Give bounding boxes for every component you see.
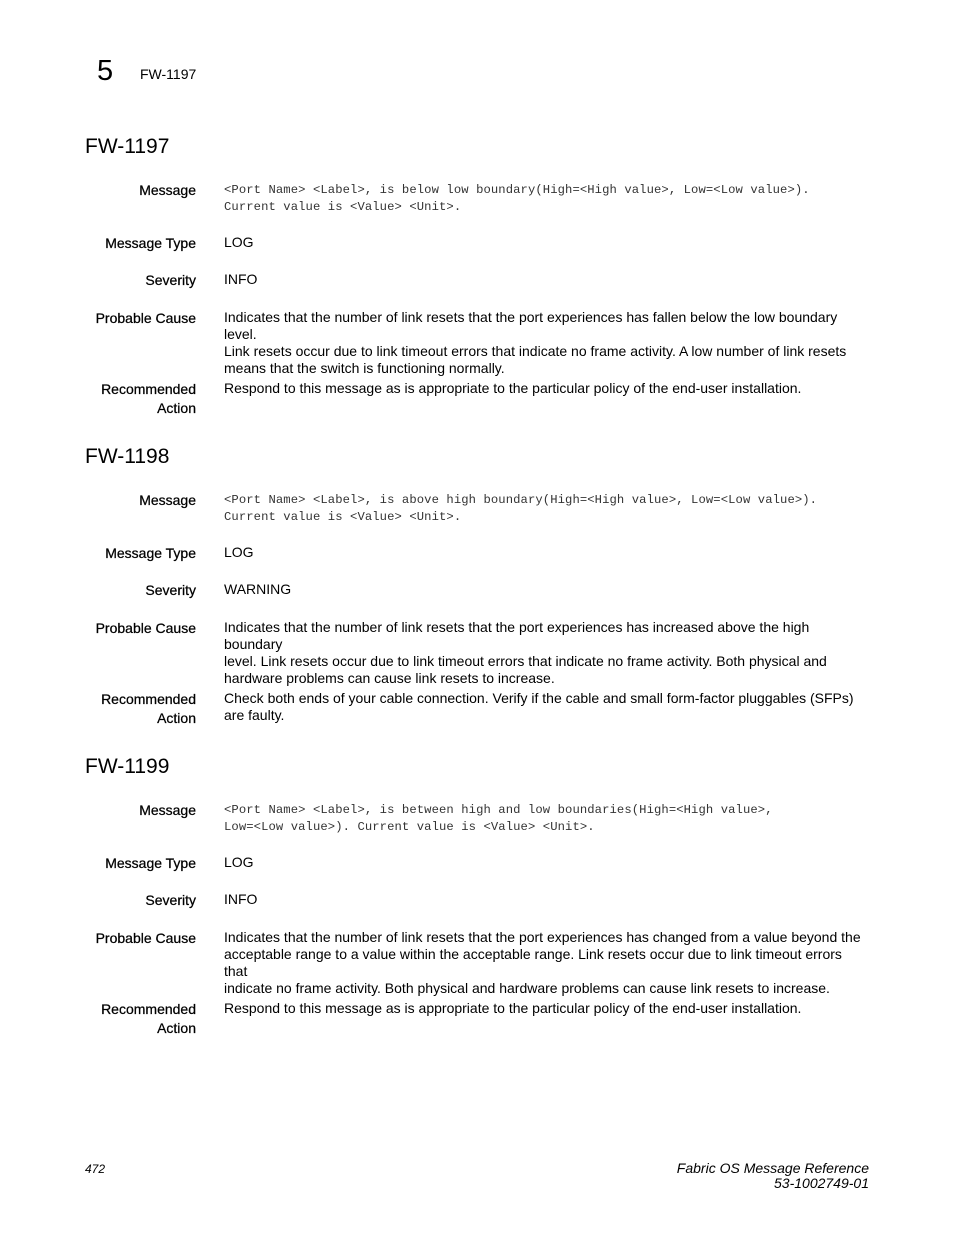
- probable-cause-value: Indicates that the number of link resets that the port experiences has changed from a value beyond the acceptable range to a value within the acceptable range. Link resets occur due to link timeout errors that indicate no frame activity. Both physical and hardware problems can cause link resets to increase.: [224, 929, 861, 996]
- severity-value: WARNING: [224, 581, 292, 597]
- severity-value: INFO: [224, 891, 258, 907]
- probable-cause-value: Indicates that the number of link resets that the port experiences has fallen below the low boundary level. Link resets occur due to link timeout errors that indicate no frame activity. A low number of link resets means that the switch is functioning normally.: [224, 309, 847, 376]
- probable-cause-label: Probable Cause: [95, 930, 196, 946]
- recommended-action-label: Recommended Action: [101, 691, 196, 726]
- footer-doc-title: Fabric OS Message Reference: [676, 1160, 869, 1176]
- message-label: Message: [139, 802, 196, 818]
- message-type-label: Message Type: [105, 235, 196, 251]
- probable-cause-value: Indicates that the number of link resets that the port experiences has increased above the high boundary level. Link resets occur due to link timeout errors that indicate no frame activity. Both physical and hardware problems can cause link resets to increase.: [224, 619, 827, 686]
- message-type-value: LOG: [224, 544, 254, 560]
- recommended-action-value: Check both ends of your cable connection. Verify if the cable and small form-factor pluggables (SFPs) are faulty.: [224, 690, 854, 723]
- footer-document-info: [677, 1161, 869, 1191]
- entry-title: FW-1198: [85, 445, 170, 468]
- recommended-action-label: Recommended Action: [101, 381, 196, 416]
- message-label: Message: [139, 182, 196, 198]
- probable-cause-label: Probable Cause: [95, 620, 196, 636]
- recommended-action-label: Recommended Action: [101, 1001, 196, 1036]
- message-type-value: LOG: [224, 854, 254, 870]
- footer-page-number: 472: [85, 1162, 106, 1176]
- severity-value: INFO: [224, 271, 258, 287]
- severity-label: Severity: [145, 582, 196, 598]
- recommended-action-value: Respond to this message as is appropriate to the particular policy of the end-user installation.: [224, 1000, 802, 1016]
- recommended-action-value: Respond to this message as is appropriate to the particular policy of the end-user installation.: [224, 380, 802, 396]
- message-type-label: Message Type: [105, 855, 196, 871]
- severity-label: Severity: [145, 272, 196, 288]
- message-value: <Port Name> <Label>, is between high and low boundaries(High=<High value>, Low=<Low value>). Current value is <Value> <Unit>.: [224, 803, 773, 834]
- message-type-value: LOG: [224, 234, 254, 250]
- message-value: <Port Name> <Label>, is above high boundary(High=<High value>, Low=<Low value>). Current value is <Value> <Unit>.: [224, 493, 818, 524]
- message-value: <Port Name> <Label>, is below low boundary(High=<High value>, Low=<Low value>). Current value is <Value> <Unit>.: [224, 183, 810, 214]
- entry-title: FW-1199: [85, 755, 170, 778]
- chapter-number: 5: [97, 55, 114, 87]
- probable-cause-label: Probable Cause: [95, 310, 196, 326]
- entry-title: FW-1197: [85, 135, 170, 158]
- message-label: Message: [139, 492, 196, 508]
- severity-label: Severity: [145, 892, 196, 908]
- message-type-label: Message Type: [105, 545, 196, 561]
- footer-doc-number: 53-1002749-01: [774, 1175, 869, 1191]
- running-head: FW-1197: [140, 66, 197, 82]
